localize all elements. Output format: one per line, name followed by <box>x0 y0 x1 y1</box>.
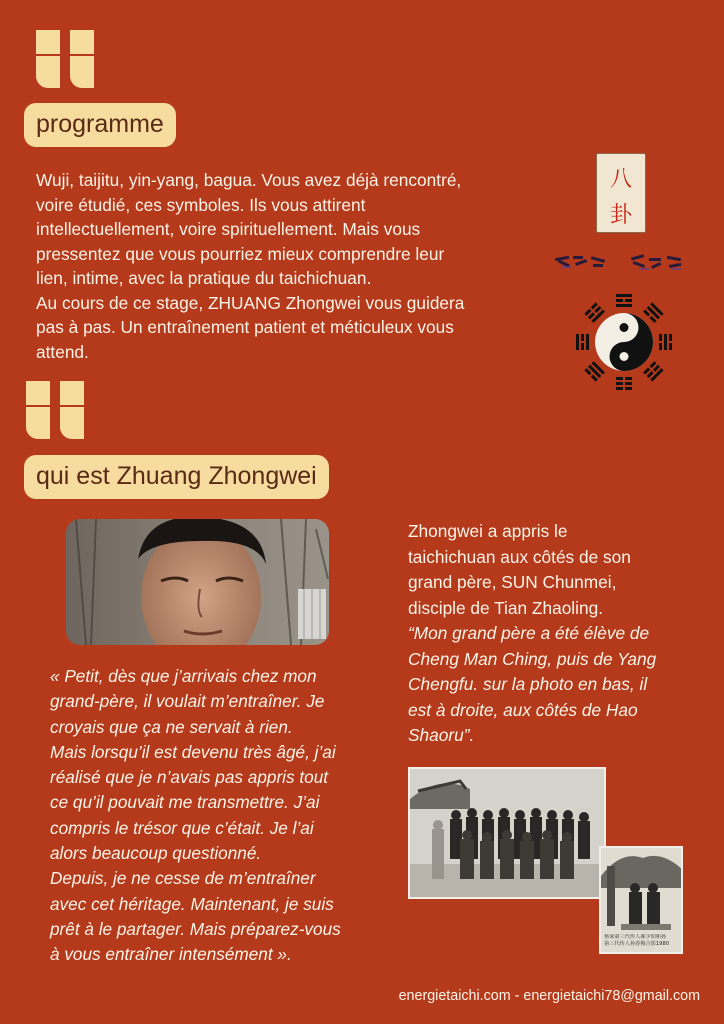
quote-line: avec cet héritage. Maintenant, je suis <box>50 893 334 914</box>
quote-line: à vous entraîner intensément ». <box>50 944 292 965</box>
bagua-card-image <box>596 153 646 233</box>
bagua-character: 卦 <box>609 203 632 228</box>
zhuang-quote <box>50 664 395 968</box>
quote-line: réalisé que je n’avais pas appris tout <box>50 767 329 788</box>
bio-line: grand père, SUN Chunmei, <box>408 572 617 592</box>
zhuang-bio <box>408 519 708 749</box>
quote-line: grand-père, il voulait m’entraîner. Je <box>50 691 325 712</box>
bio-quote-line: est à droite, aux côtés de Hao <box>408 699 638 720</box>
bio-quote-line: Shaoru”. <box>408 725 475 745</box>
quote-line: alors beaucoup questionné. <box>50 843 262 864</box>
programme-line: intellectuellement, voire spirituellement. Mais vous <box>36 219 421 239</box>
quote-line: Depuis, je ne cesse de m’entraîner <box>50 868 316 889</box>
quote-mark-icon <box>36 30 94 88</box>
group-photo <box>408 767 606 899</box>
programme-line: Wuji, taijitu, yin-yang, bagua. Vous avez déjà rencontré, <box>36 170 462 190</box>
quote-mark-icon <box>26 381 84 439</box>
yin-yang-bagua-icon <box>574 292 674 392</box>
quote-line: croyais que ça ne servait à rien. <box>50 716 293 737</box>
section-title-zhuang: qui est Zhuang Zhongwei <box>24 455 329 499</box>
footer-contact: energietaichi.com - energietaichi78@gmail.com <box>398 988 700 1004</box>
bio-line: Zhongwei a appris le <box>408 521 568 541</box>
bagua-character: 八 <box>609 167 632 192</box>
programme-line: voire étudié, ces symboles. Ils vous attirent <box>36 194 366 215</box>
programme-line: pas à pas. Un entraînement patient et méticuleux vous <box>36 317 454 337</box>
portrait-photo <box>66 519 329 645</box>
programme-line: lien, intime, avec la pratique du taichichuan. <box>36 268 372 288</box>
bio-quote-line: Chengfu. sur la photo en bas, il <box>408 674 648 694</box>
quote-line: Mais lorsqu’il est devenu très âgé, j’ai <box>50 741 336 762</box>
programme-line: attend. <box>36 341 89 362</box>
bagua-slogan-image <box>553 252 693 274</box>
programme-line: pressentez que vous pourriez mieux comprendre leur <box>36 243 445 264</box>
bio-line: disciple de Tian Zhaoling. <box>408 597 604 618</box>
bio-line: taichichuan aux côtés de son <box>408 546 631 567</box>
photo-caption <box>604 934 682 948</box>
quote-line: compris le trésor que c’était. Je l’ai <box>50 817 314 838</box>
bio-quote-line: Cheng Man Ching, puis de Yang <box>408 648 657 669</box>
programme-paragraph <box>36 168 536 364</box>
quote-line: ce qu’il pouvait me transmettre. J’ai <box>50 792 320 813</box>
small-photo-with-caption <box>599 846 683 954</box>
section-title-programme: programme <box>24 103 176 147</box>
photo-caption-line: 第三代传人孙春梅合影1980 <box>604 941 670 947</box>
programme-line: Au cours de ce stage, ZHUANG Zhongwei vous guidera <box>36 292 465 313</box>
photo-caption-line: 杨家第三代传人郝少如和孙 <box>604 934 667 940</box>
quote-line: « Petit, dès que j’arrivais chez mon <box>50 666 317 686</box>
bio-quote-line: “Mon grand père a été élève de <box>408 623 650 643</box>
quote-line: prêt à le partager. Mais préparez-vous <box>50 918 341 939</box>
